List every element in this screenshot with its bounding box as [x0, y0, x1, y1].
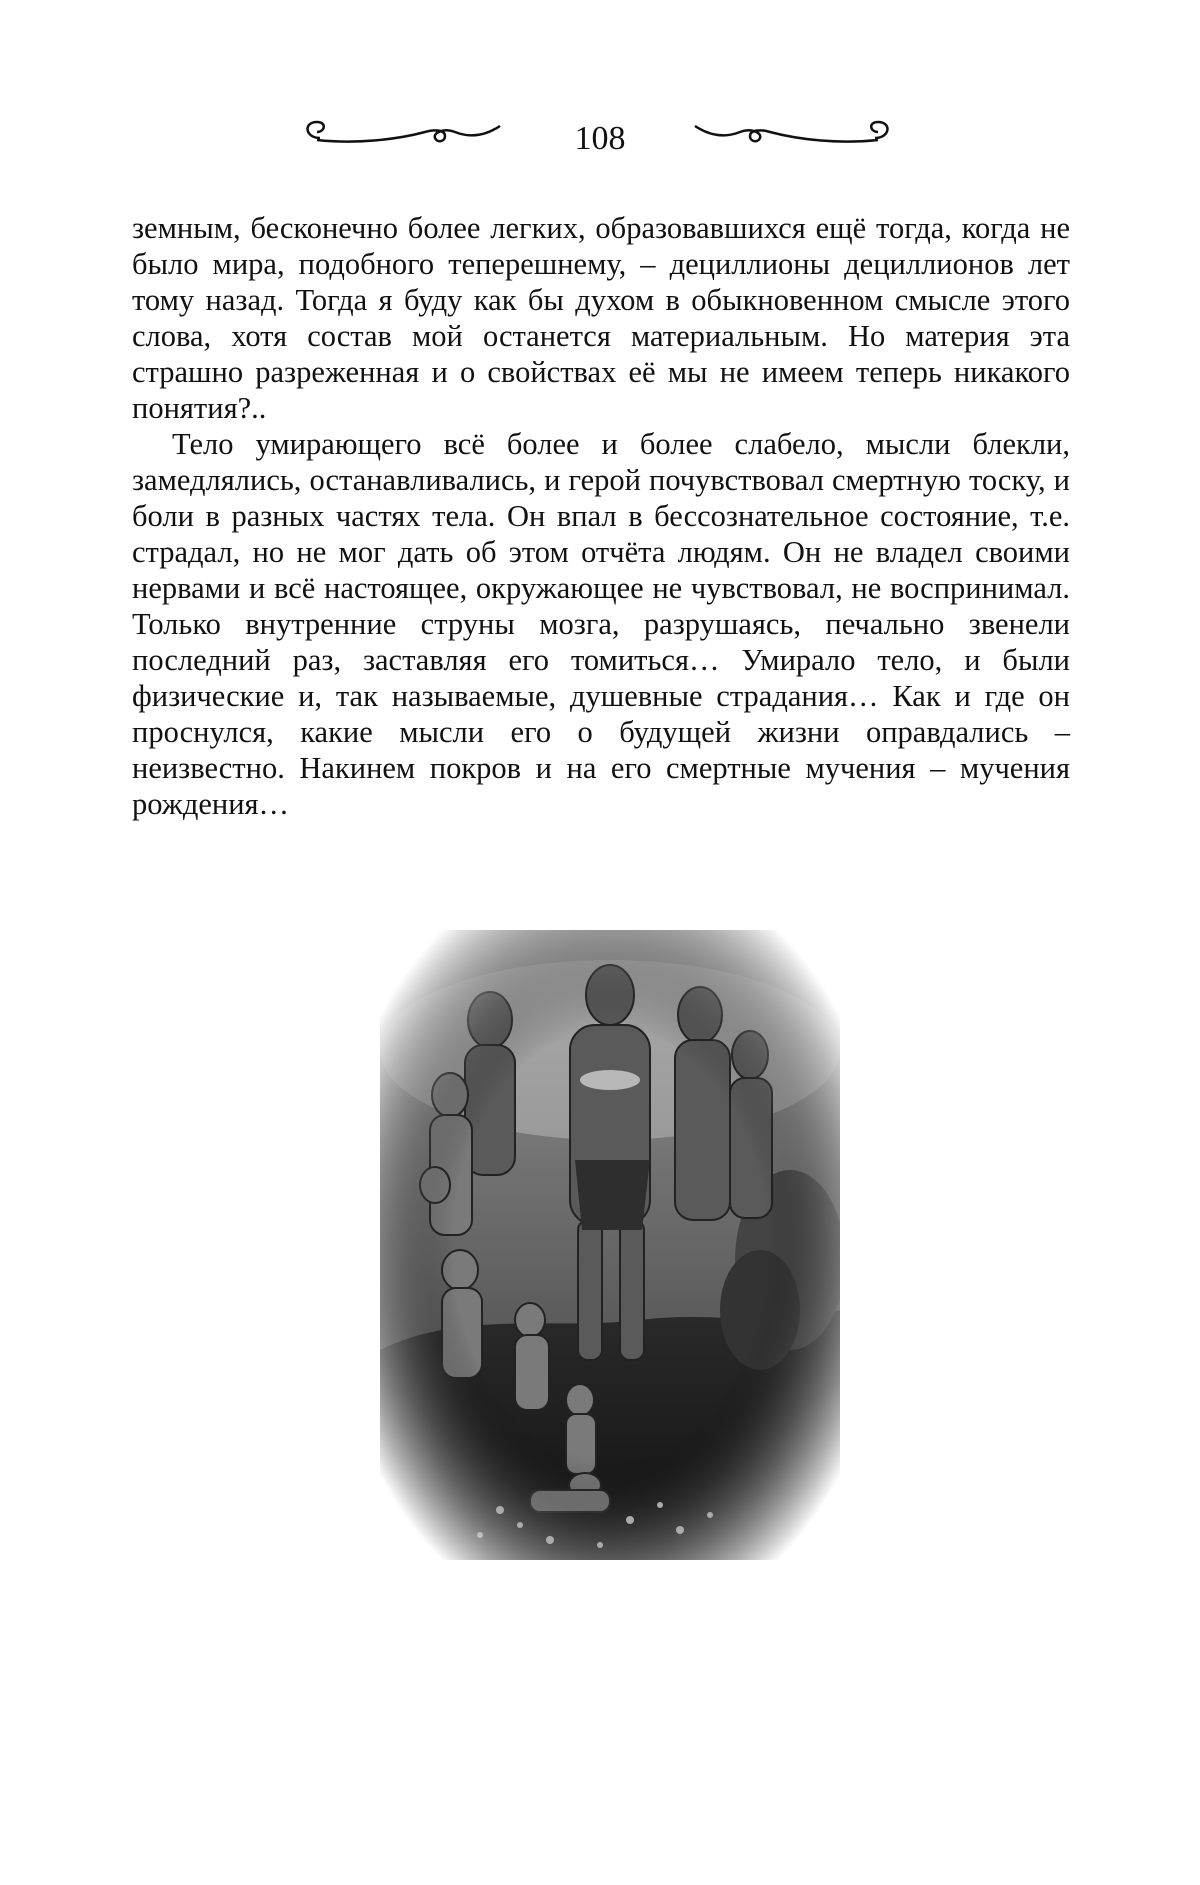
body-text [132, 210, 1070, 822]
page-number: 108 [574, 120, 626, 157]
flourish-ornament-right-icon [690, 110, 900, 155]
paragraph: Тело умирающего всё более и более слабело, мысли блекли, замедлялись, останавливались, и герой почувствовал смертную тоску, и боли в разных частях тела. Он впал в бессознательное состояние, т.е. страдал, но не мог дать об этом отчёта людям. Он не владел своими нервами и всё настоящее, окружающее не чувствовал, не воспринимал. Только внутренние струны мозга, разрушаясь, печально звенели последний раз, заставляя его томиться… Умирало тело, и были физические и, так называемые, душевные страдания… Как и где он проснулся, какие мысли его о будущей жизни оправдались – неизвестно. Накинем покров и на его смертные мучения – мучения рождения… [132, 427, 1070, 821]
engraving-image [380, 930, 840, 1560]
paragraph-continuation: земным, бесконечно более легких, образовавшихся ещё тогда, когда не было мира, подобного теперешнему, – дециллионы дециллионов лет тому назад. Тогда я буду как бы духом в обыкновенном смысле этого слова, хотя состав мой останется материальным. Но материя эта страшно разреженная и о свойствах её мы не имеем теперь никакого понятия?.. [132, 211, 1070, 425]
page-header [0, 110, 1200, 170]
illustration-engraving [380, 930, 840, 1560]
